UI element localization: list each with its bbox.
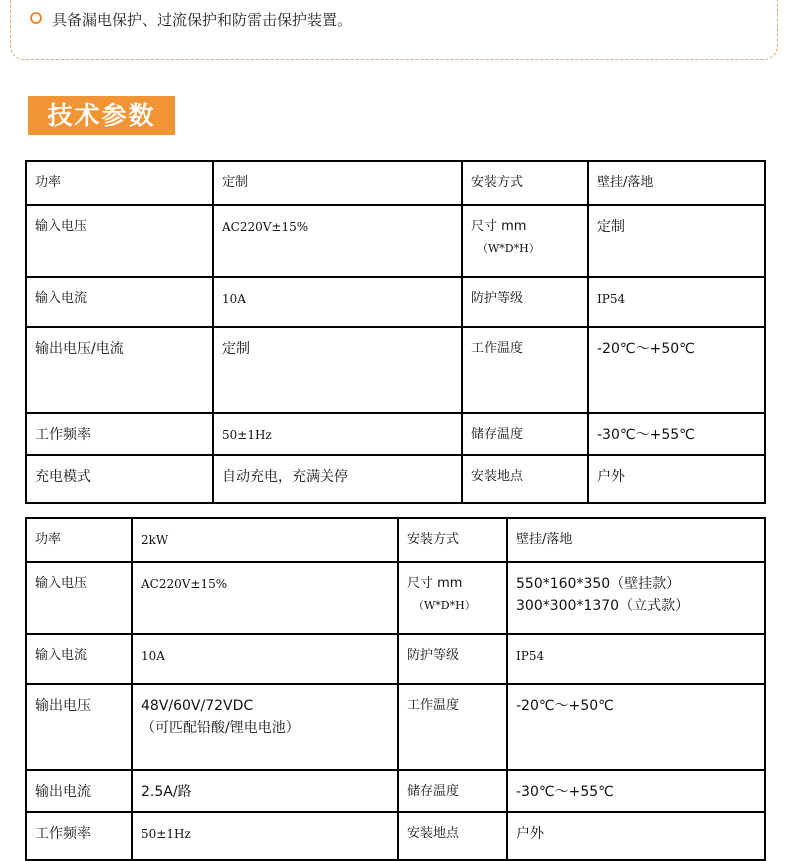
table-row	[26, 518, 765, 562]
spec-label: 充电模式	[26, 455, 213, 503]
spec-label: 输入电压	[26, 205, 213, 277]
spec-value: -30℃～+55℃	[507, 770, 765, 812]
table-row	[26, 812, 765, 860]
spec-label: 储存温度	[398, 770, 507, 812]
spec-value: AC220V±15%	[213, 205, 462, 277]
table-row	[26, 277, 765, 327]
spec-value: -20℃～+50℃	[507, 684, 765, 770]
size-dimension-note: （W*D*H）	[413, 599, 476, 612]
table-row	[26, 161, 765, 205]
spec-value	[507, 562, 765, 634]
circle-bullet-icon	[30, 12, 42, 24]
spec-label: 输出电压	[26, 684, 132, 770]
table-row	[26, 455, 765, 503]
spec-value: 壁挂/落地	[588, 161, 765, 205]
spec-label: 工作频率	[26, 413, 213, 455]
spec-value: 2kW	[132, 518, 398, 562]
spec-value: 10A	[132, 634, 398, 684]
spec-label: 安装方式	[462, 161, 588, 205]
spec-label: 功率	[26, 518, 132, 562]
spec-value: 10A	[213, 277, 462, 327]
spec-value: 定制	[588, 205, 765, 277]
size-standing: 300*300*1370（立式款）	[516, 598, 690, 614]
spec-value: 2.5A/路	[132, 770, 398, 812]
output-voltage-note: （可匹配铅酸/锂电电池）	[141, 720, 300, 736]
spec-value	[132, 684, 398, 770]
size-label: 尺寸 mm	[471, 219, 527, 234]
table-row	[26, 634, 765, 684]
table-row	[26, 684, 765, 770]
spec-value: 50±1Hz	[132, 812, 398, 860]
table-row	[26, 327, 765, 413]
size-dimension-note: （W*D*H）	[477, 242, 540, 255]
spec-value: -30℃～+55℃	[588, 413, 765, 455]
spec-label: 输出电流	[26, 770, 132, 812]
spec-label: 安装地点	[398, 812, 507, 860]
spec-label: 功率	[26, 161, 213, 205]
table-row	[26, 413, 765, 455]
spec-value: IP54	[588, 277, 765, 327]
spec-label: 输入电压	[26, 562, 132, 634]
spec-table-1	[25, 160, 766, 504]
spec-value: 定制	[213, 161, 462, 205]
spec-label: 防护等级	[462, 277, 588, 327]
spec-label: 工作温度	[462, 327, 588, 413]
spec-label: 防护等级	[398, 634, 507, 684]
spec-label	[398, 562, 507, 634]
spec-table-2	[25, 517, 766, 861]
spec-label: 工作频率	[26, 812, 132, 860]
spec-value: 50±1Hz	[213, 413, 462, 455]
spec-value: -20℃～+50℃	[588, 327, 765, 413]
spec-value: 定制	[213, 327, 462, 413]
size-label: 尺寸 mm	[407, 576, 463, 591]
table-row	[26, 770, 765, 812]
notice-text: 具备漏电保护、过流保护和防雷击保护装置。	[52, 11, 353, 29]
spec-value: 自动充电，充满关停	[213, 455, 462, 503]
spec-label: 工作温度	[398, 684, 507, 770]
spec-value: 户外	[588, 455, 765, 503]
table-row	[26, 562, 765, 634]
spec-label: 输入电流	[26, 634, 132, 684]
table-row	[26, 205, 765, 277]
spec-label: 输入电流	[26, 277, 213, 327]
size-wall-mount: 550*160*350（壁挂款）	[516, 576, 681, 592]
spec-value: AC220V±15%	[132, 562, 398, 634]
spec-label: 输出电压/电流	[26, 327, 213, 413]
spec-label	[462, 205, 588, 277]
spec-value: IP54	[507, 634, 765, 684]
output-voltage-value: 48V/60V/72VDC	[141, 698, 254, 714]
spec-label: 安装方式	[398, 518, 507, 562]
section-title: 技术参数	[28, 96, 175, 135]
spec-label: 储存温度	[462, 413, 588, 455]
spec-value: 壁挂/落地	[507, 518, 765, 562]
spec-label: 安装地点	[462, 455, 588, 503]
spec-value: 户外	[507, 812, 765, 860]
